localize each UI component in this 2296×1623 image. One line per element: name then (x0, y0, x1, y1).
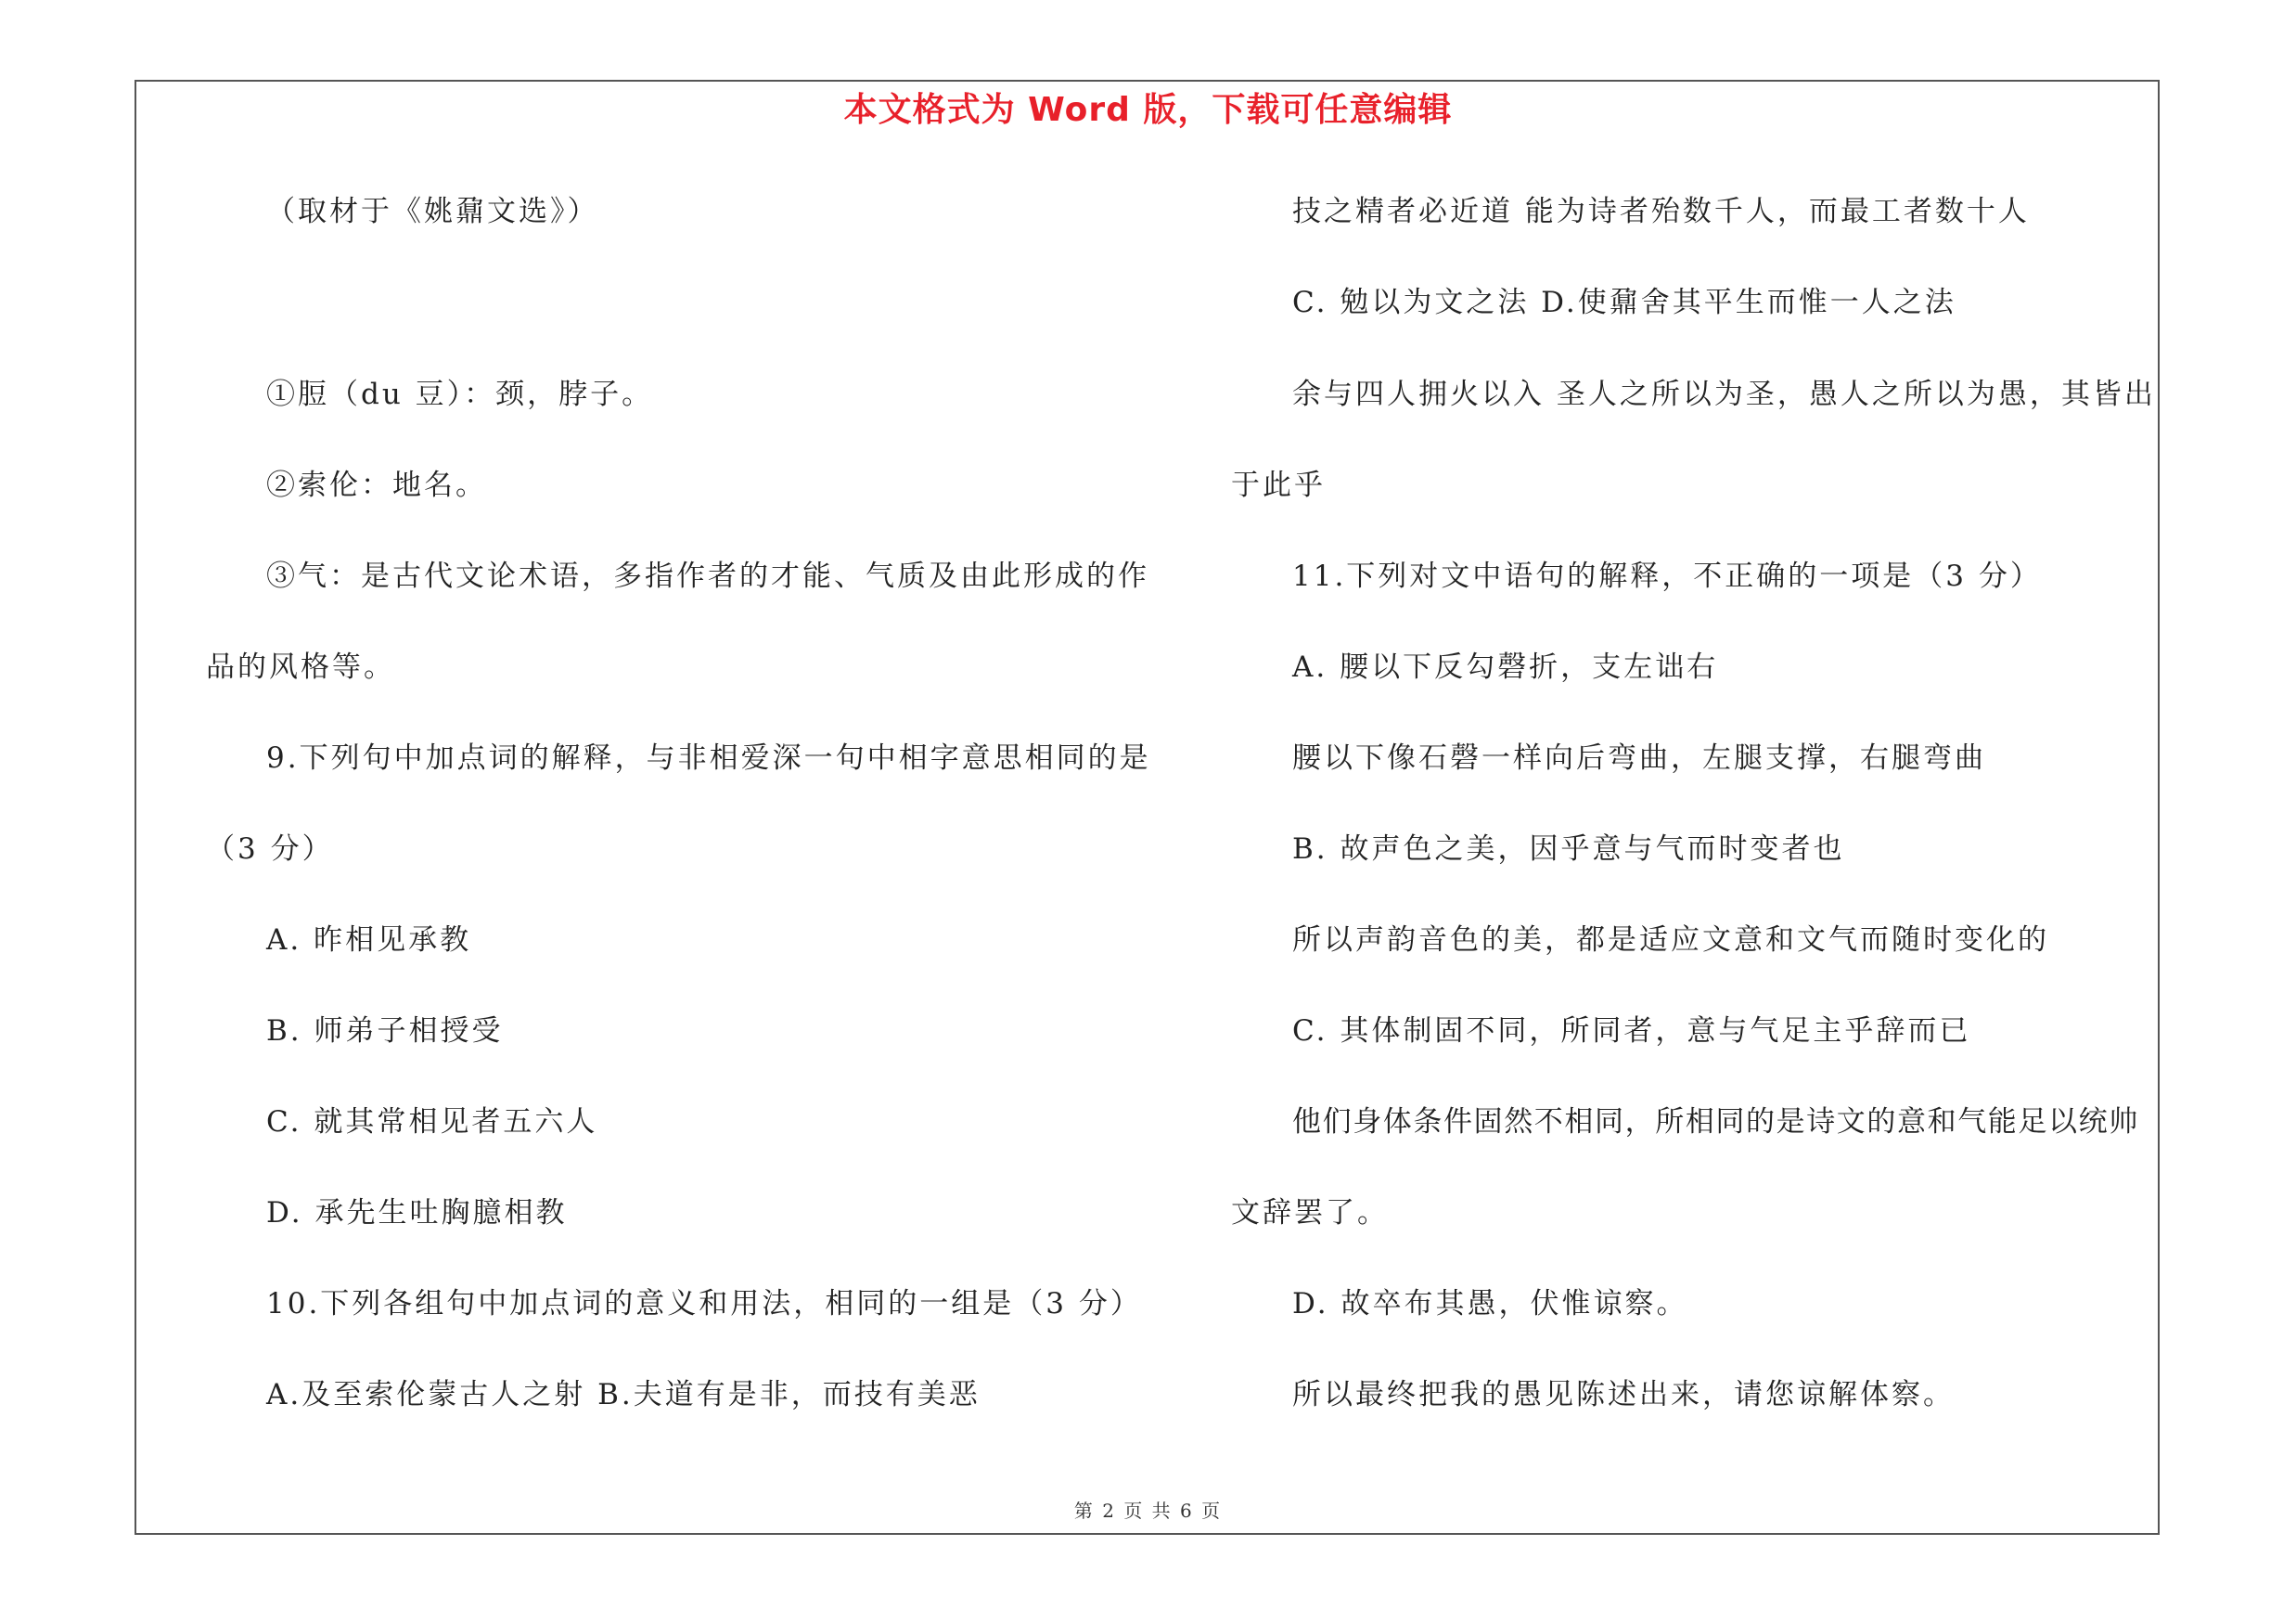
right-line-q11-option-b: B. 故声色之美，因乎意与气而时变者也 (1292, 832, 1845, 866)
left-line-q9-score: （3 分） (206, 832, 334, 866)
left-line-q9-option-a: A. 昨相见承教 (266, 923, 472, 957)
left-line-note-3-cont: 品的风格等。 (206, 650, 395, 684)
left-line-q9-option-c: C. 就其常相见者五六人 (266, 1105, 598, 1139)
left-line-note-2: ②索伦：地名。 (266, 469, 487, 502)
right-line-q11-option-c-explain-cont: 文辞罢了。 (1231, 1196, 1389, 1230)
right-line-q10-cd-cont-2: 于此乎 (1231, 469, 1326, 502)
left-line-source: （取材于《姚鼐文选》） (266, 195, 599, 228)
right-line-q10-cd-cont: 余与四人拥火以入 圣人之所以为圣，愚人之所以为愚，其皆出 (1292, 378, 2156, 411)
left-line-q9-option-b: B. 师弟子相授受 (266, 1014, 504, 1048)
right-line-q11-option-b-explain: 所以声韵音色的美，都是适应文意和文气而随时变化的 (1292, 923, 2049, 957)
left-line-q10-options-ab: A.及至索伦蒙古人之射 B.夫道有是非，而技有美恶 (266, 1378, 981, 1411)
left-line-q9: 9.下列句中加点词的解释，与非相爱深一句中相字意思相同的是 (266, 741, 1151, 775)
right-line-q11: 11.下列对文中语句的解释，不正确的一项是（3 分） (1292, 560, 2042, 593)
right-line-q11-option-c: C. 其体制固不同，所同者，意与气足主乎辞而已 (1292, 1014, 1971, 1048)
left-line-q9-option-d: D. 承先生吐胸臆相教 (266, 1196, 568, 1230)
document-header-title: 本文格式为 Word 版，下载可任意编辑 (843, 91, 1453, 129)
right-line-q11-option-d-explain: 所以最终把我的愚见陈述出来，请您谅解体察。 (1292, 1378, 1955, 1411)
page-number-footer: 第 2 页 共 6 页 (1073, 1500, 1223, 1522)
right-line-q10-ab-cont: 技之精者必近道 能为诗者殆数千人，而最工者数十人 (1292, 195, 2030, 228)
right-line-q11-option-a: A. 腰以下反勾磬折，支左诎右 (1292, 650, 1719, 684)
left-line-note-1: ①脰（du 豆）：颈，脖子。 (266, 378, 654, 411)
right-line-q10-options-cd: C. 勉以为文之法 D.使鼐舍其平生而惟一人之法 (1292, 286, 1956, 319)
right-line-q11-option-d: D. 故卒布其愚，伏惟谅察。 (1292, 1287, 1688, 1320)
left-line-q10: 10.下列各组句中加点词的意义和用法，相同的一组是（3 分） (266, 1287, 1142, 1320)
right-line-q11-option-c-explain: 他们身体条件固然不相同，所相同的是诗文的意和气能足以统帅 (1292, 1105, 2139, 1139)
right-line-q11-option-a-explain: 腰以下像石磬一样向后弯曲，左腿支撑，右腿弯曲 (1292, 741, 1986, 775)
left-line-note-3: ③气：是古代文论术语，多指作者的才能、气质及由此形成的作 (266, 560, 1149, 593)
